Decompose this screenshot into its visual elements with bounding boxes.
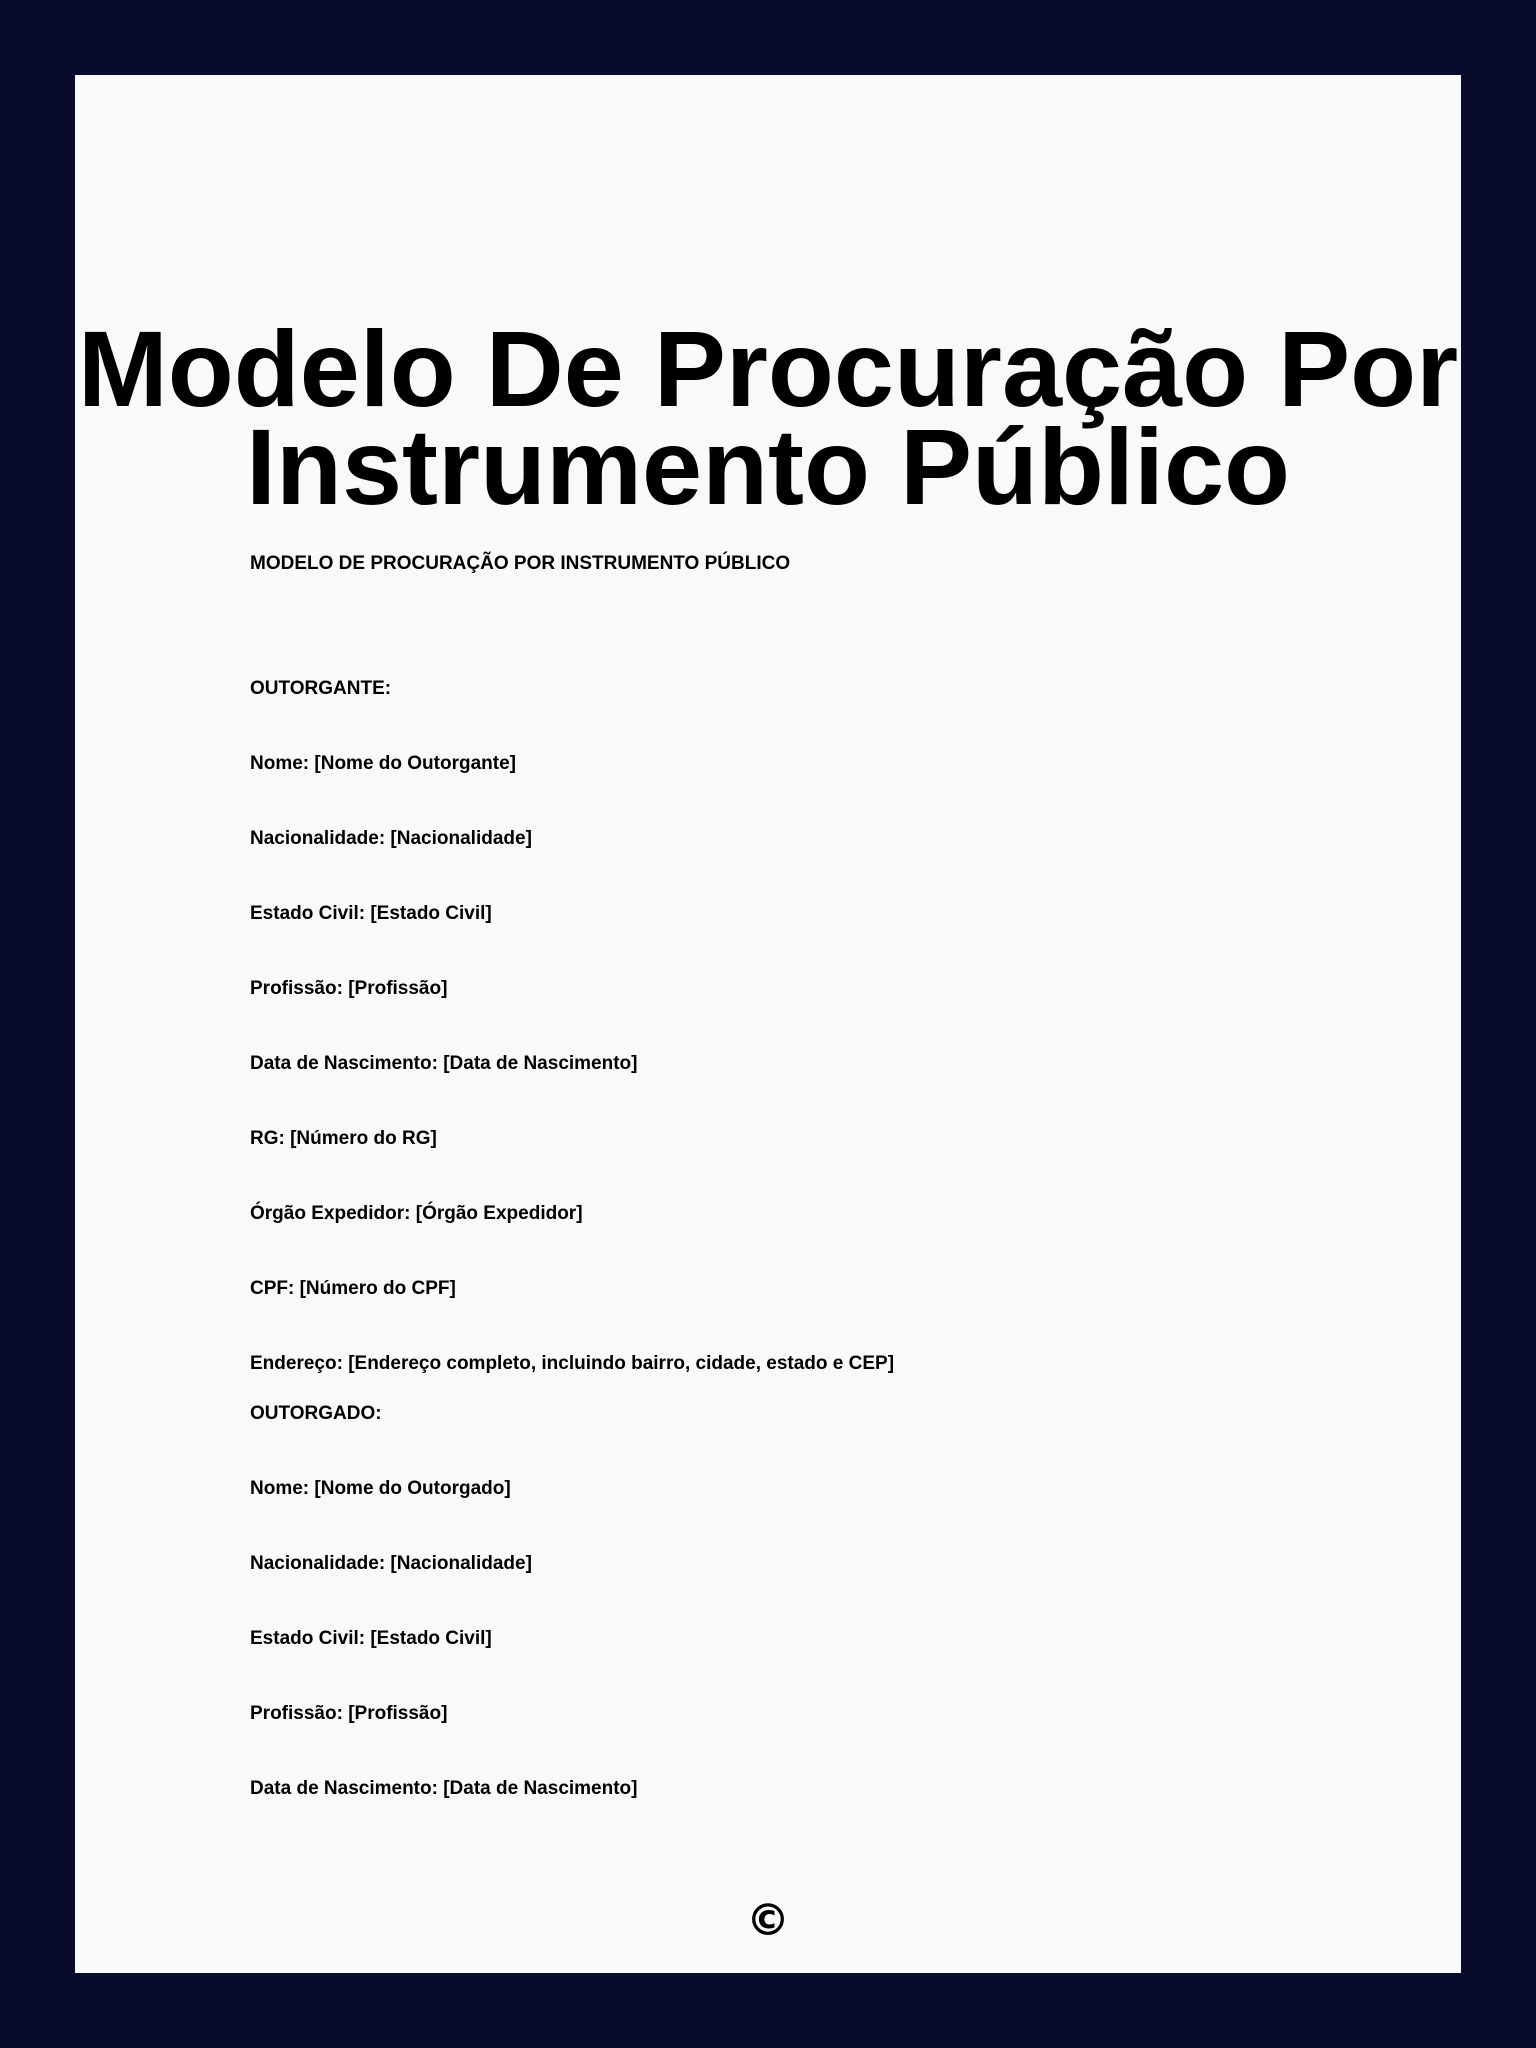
- outorgado-label: OUTORGADO:: [250, 1403, 382, 1424]
- outorgado-estado-civil: Estado Civil: [Estado Civil]: [250, 1628, 492, 1649]
- copyright-icon: ©: [746, 1895, 790, 1946]
- outorgado-nacionalidade: Nacionalidade: [Nacionalidade]: [250, 1553, 532, 1574]
- outorgante-nacionalidade: Nacionalidade: [Nacionalidade]: [250, 828, 532, 849]
- outorgante-data-nascimento: Data de Nascimento: [Data de Nascimento]: [250, 1053, 638, 1074]
- page-title: [75, 308, 1461, 527]
- outorgante-endereco: Endereço: [Endereço completo, incluindo bairro, cidade, estado e CEP]: [250, 1353, 895, 1374]
- page-title-line-1: Modelo De Procuração Por: [77, 308, 1459, 429]
- page-title-line-2: Instrumento Público: [245, 406, 1291, 527]
- outorgante-estado-civil: Estado Civil: [Estado Civil]: [250, 903, 492, 924]
- outorgante-profissao: Profissão: [Profissão]: [250, 978, 448, 999]
- outorgante-label: OUTORGANTE:: [250, 678, 392, 699]
- outorgado-data-nascimento: Data de Nascimento: [Data de Nascimento]: [250, 1778, 638, 1799]
- outorgado-profissao: Profissão: [Profissão]: [250, 1703, 448, 1724]
- document-page: [75, 75, 1461, 1973]
- outorgante-rg: RG: [Número do RG]: [250, 1128, 437, 1149]
- outorgante-orgao-expedidor: Órgão Expedidor: [Órgão Expedidor]: [250, 1203, 583, 1224]
- outorgante-nome: Nome: [Nome do Outorgante]: [250, 753, 516, 774]
- outorgado-nome: Nome: [Nome do Outorgado]: [250, 1478, 511, 1499]
- document-heading: MODELO DE PROCURAÇÃO POR INSTRUMENTO PÚBLICO: [250, 553, 791, 574]
- outorgante-cpf: CPF: [Número do CPF]: [250, 1278, 456, 1299]
